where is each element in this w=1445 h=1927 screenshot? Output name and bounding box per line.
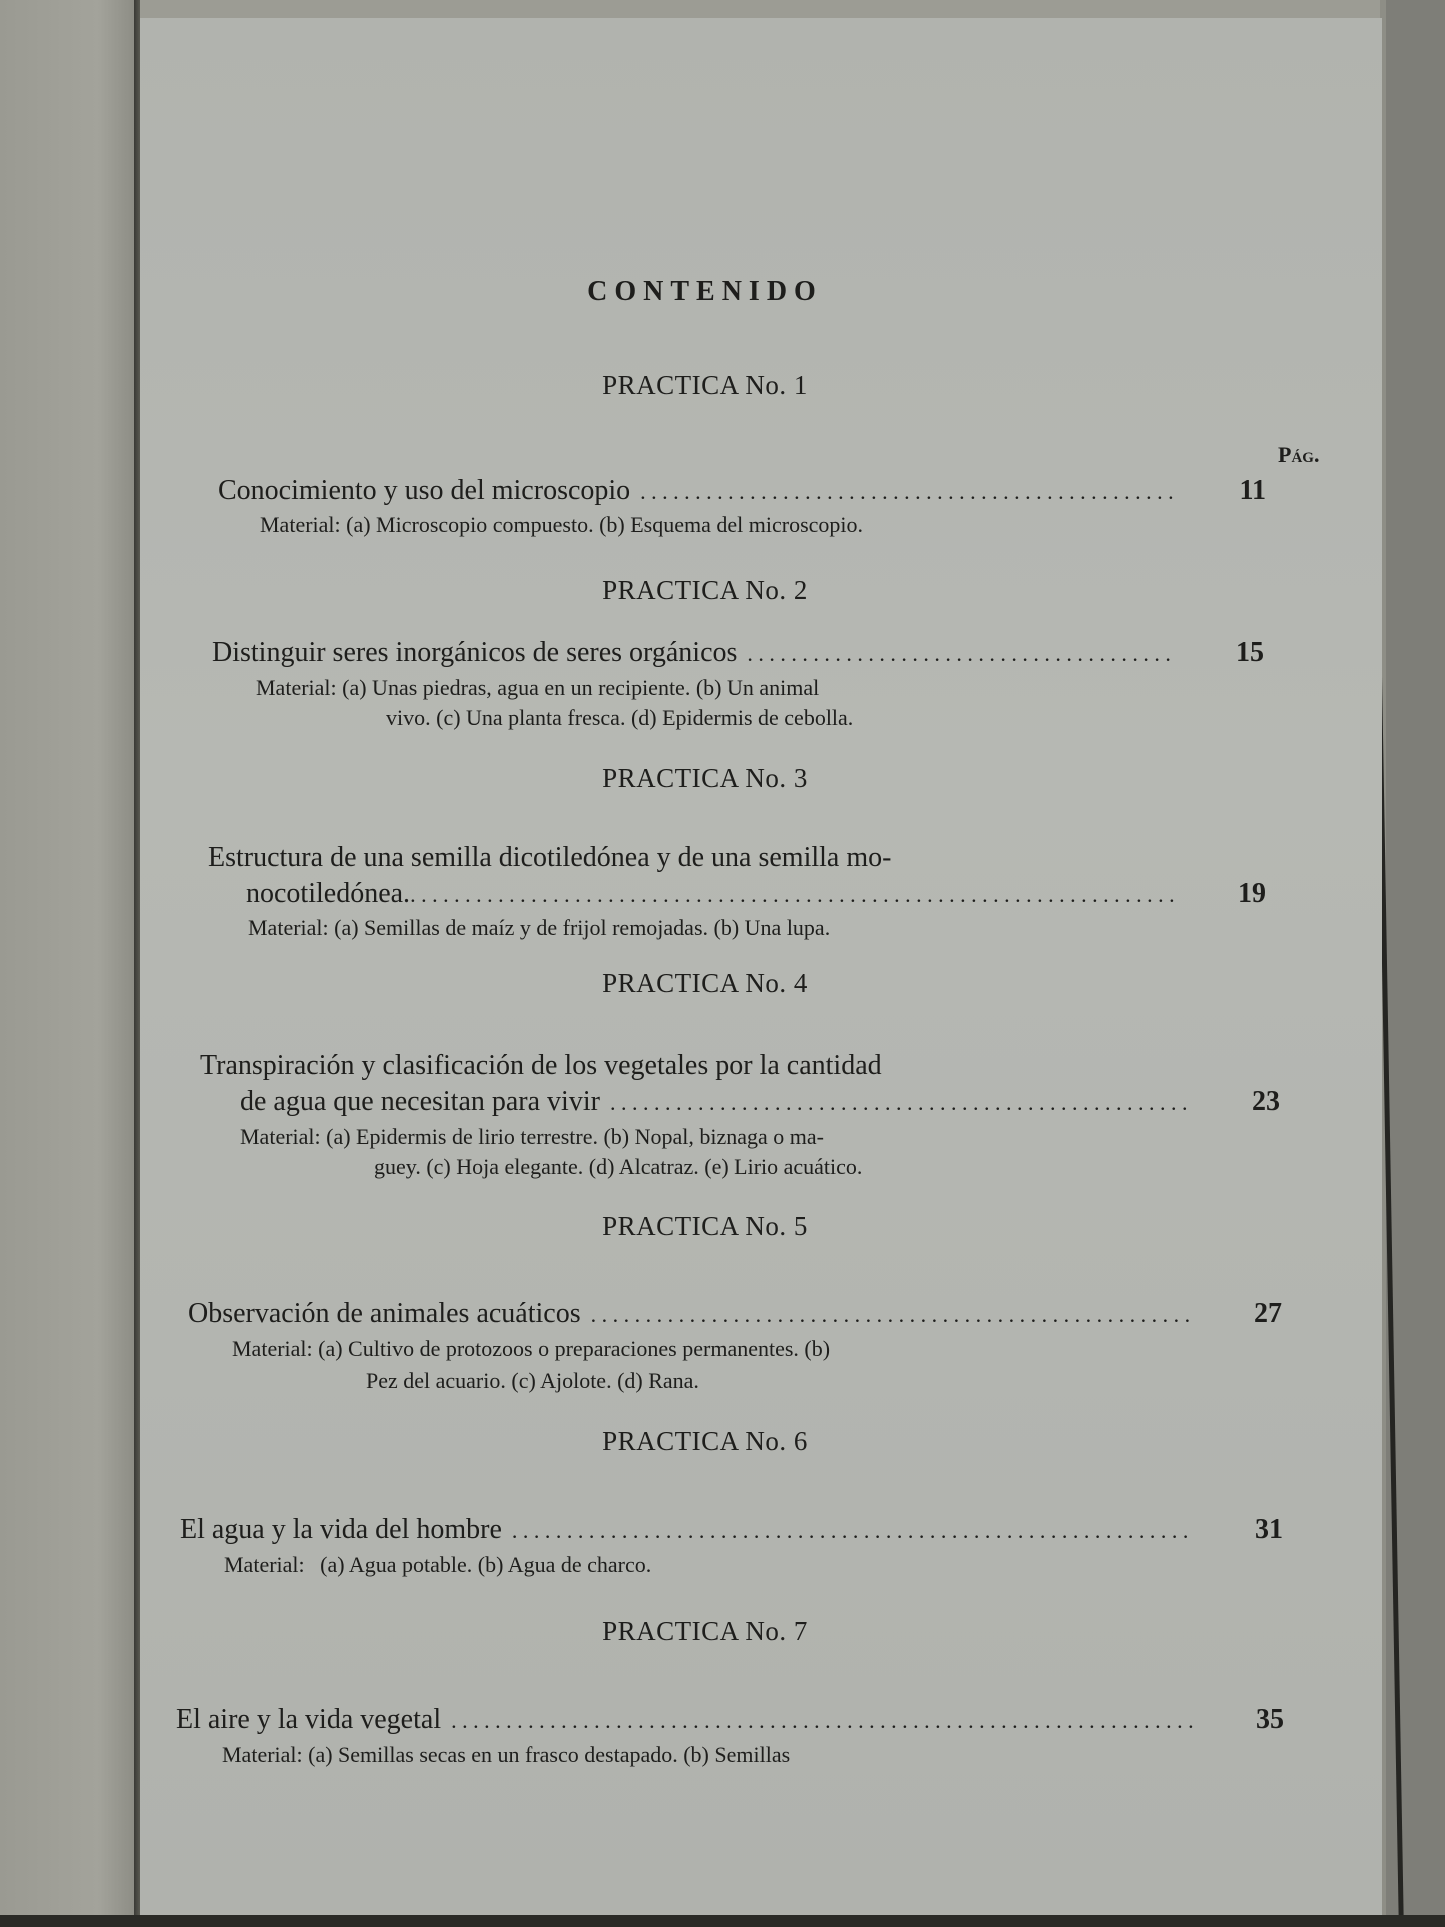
entry-title-line: Transpiración y clasificación de los vegetales por la cantidad	[200, 1050, 882, 1081]
book-page	[140, 18, 1382, 1915]
material-line: (a) Cultivo de protozoos o preparaciones permanentes. (b)	[318, 1336, 831, 1361]
page-number: 35	[1256, 1704, 1284, 1735]
material-line: (a) Agua potable. (b) Agua de charco.	[320, 1552, 652, 1577]
page-number: 27	[1254, 1298, 1282, 1329]
material-label: Material:	[240, 1124, 321, 1149]
material-5	[232, 1334, 830, 1364]
material-4	[240, 1122, 824, 1152]
practica-heading-5: PRACTICA No. 5	[602, 1211, 808, 1241]
page-number: 23	[1252, 1086, 1280, 1117]
dot-leader	[591, 1297, 1192, 1333]
practica-heading-6: PRACTICA No. 6	[602, 1426, 808, 1456]
page-number: 19	[1238, 878, 1266, 909]
dot-leader	[512, 1513, 1193, 1549]
material-label: Material:	[248, 915, 329, 940]
toc-entry-7[interactable]	[176, 1702, 1284, 1739]
material-line: vivo. (c) Una planta fresca. (d) Epidermis de cebolla.	[386, 705, 854, 730]
toc-entry-6[interactable]	[180, 1512, 1283, 1549]
entry-title: Observación de animales acuáticos	[188, 1298, 581, 1329]
material-label: Material:	[260, 512, 341, 537]
page-bottom-edge	[0, 1915, 1445, 1927]
material-7	[222, 1740, 790, 1770]
practica-heading-4: PRACTICA No. 4	[602, 968, 808, 998]
toc-entry-3[interactable]	[208, 840, 1266, 913]
toc-entry-4[interactable]	[200, 1048, 1280, 1121]
practica-heading-7: PRACTICA No. 7	[602, 1616, 808, 1646]
entry-title: Conocimiento y uso del microscopio	[218, 475, 631, 506]
toc-entry-2[interactable]	[212, 635, 1264, 672]
toc-entry-5[interactable]	[188, 1296, 1282, 1333]
dot-leader	[640, 474, 1176, 510]
toc-entry-1[interactable]	[218, 473, 1266, 510]
material-line: (a) Semillas secas en un frasco destapado. (b) Semillas	[308, 1742, 791, 1767]
entry-title: Distinguir seres inorgánicos de seres orgánicos	[212, 637, 738, 668]
practica-heading-2: PRACTICA No. 2	[602, 575, 808, 605]
material-label: Material:	[222, 1742, 303, 1767]
material-line: (a) Semillas de maíz y de frijol remojadas. (b) Una lupa.	[334, 915, 831, 940]
material-line: (a) Microscopio compuesto. (b) Esquema del microscopio.	[346, 512, 864, 537]
material-2-cont	[386, 703, 853, 733]
left-page-edge	[0, 0, 140, 1927]
page-column-label: Pág.	[1278, 442, 1320, 467]
entry-title-line: nocotiledónea.	[246, 878, 411, 909]
entry-title-line: de agua que necesitan para vivir	[240, 1086, 600, 1117]
material-label: Material:	[232, 1336, 313, 1361]
practica-heading-1: PRACTICA No. 1	[602, 370, 808, 400]
material-label: Material:	[224, 1552, 305, 1577]
material-2	[256, 673, 819, 703]
material-label: Material:	[256, 675, 337, 700]
material-line: (a) Unas piedras, agua en un recipiente. (b) Un animal	[342, 675, 820, 700]
entry-title: El aire y la vida vegetal	[176, 1704, 442, 1735]
page-title: CONTENIDO	[587, 276, 823, 307]
material-1	[260, 510, 863, 540]
material-line: (a) Epidermis de lirio terrestre. (b) Nopal, biznaga o ma-	[326, 1124, 824, 1149]
material-5-cont	[366, 1366, 699, 1396]
material-4-cont	[374, 1152, 862, 1182]
dot-leader	[747, 636, 1174, 672]
page-top-edge	[140, 0, 1380, 18]
dot-leader	[410, 877, 1176, 913]
entry-title-line: Estructura de una semilla dicotiledónea y de una semilla mo-	[208, 842, 892, 873]
page-number: 31	[1255, 1514, 1283, 1545]
material-3	[248, 913, 830, 943]
material-6	[224, 1550, 651, 1580]
material-line: Pez del acuario. (c) Ajolote. (d) Rana.	[366, 1368, 699, 1393]
page-number: 11	[1239, 475, 1266, 506]
entry-title: El agua y la vida del hombre	[180, 1514, 502, 1545]
practica-heading-3: PRACTICA No. 3	[602, 763, 808, 793]
page-number: 15	[1236, 637, 1264, 668]
material-line: guey. (c) Hoja elegante. (d) Alcatraz. (e) Lirio acuático.	[374, 1154, 863, 1179]
dot-leader	[451, 1703, 1194, 1739]
dot-leader	[610, 1085, 1190, 1121]
